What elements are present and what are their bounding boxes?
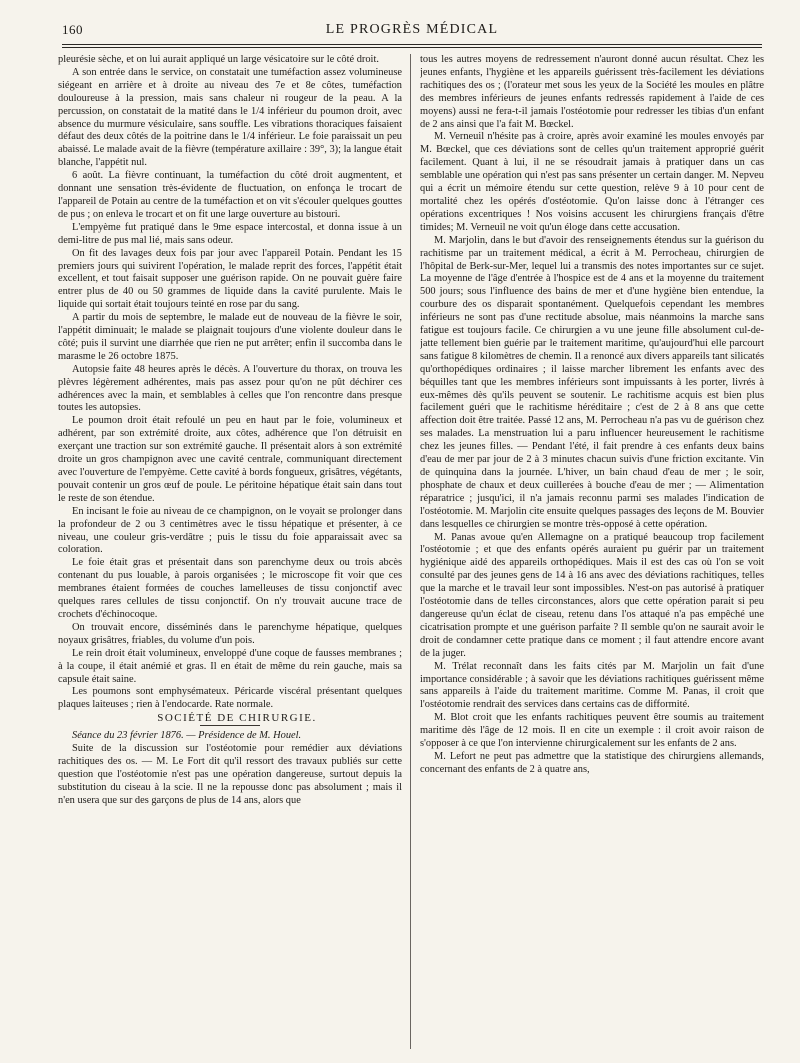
paragraph: pleurésie sèche, et on lui aurait appliqué un large vésicatoire sur le côté droit. (58, 54, 379, 65)
paragraph: Le poumon droit était refoulé un peu en haut par le foie, volumineux et adhérent, par son extrémité droite, aux côtes, adhérence que l'on détruisit en exerçant une traction sur son extrémité gauche. Il présentait alors à son extrémité droite un gros champignon avec une cavité centrale, communiquant directement avec l'ouverture de l'empyème. Cette cavité à bords fongueux, grisâtres, végétants, pouvait contenir un gros œuf de poule. Le péritoine hépatique était sain dans tout le reste de son étendue. (58, 415, 402, 504)
journal-title: LE PROGRÈS MÉDICAL (325, 22, 499, 37)
paragraph: A son entrée dans le service, on constatait une tuméfaction assez volumineuse siégeant en arrière et à droite au niveau des 7e et 8e côtes, tuméfaction douloureuse à la pression, mais sans chaleur ni rougeur de la peau. A la percussion, on constatait de la matité dans le 1/4 inférieur du poumon droit, avec absence du murmure vésiculaire, sans souffle. Les vibrations thoraciques faisaient défaut des deux côtés de la poitrine dans le 1/4 inférieur. Le foie paraissait un peu abaissé. Le malade avait de la fièvre (température axillaire : 39°, 3); la langue était blanche, l'appétit nul. (58, 66, 402, 169)
paragraph: Le foie était gras et présentait dans son parenchyme deux ou trois abcès contenant du pus louable, à parois organisées ; le microscope fit voir que ces membranes étaient formées de couches lamelleuses de tissu conjonctif avec quelques rares cellules de tissu conjonctif. On n'y trouvait aucune trace de crochets d'échinocoque. (58, 557, 402, 620)
paragraph: On trouvait encore, disséminés dans le parenchyme hépatique, quelques noyaux grisâtres, friables, du volume d'un pois. (58, 621, 402, 646)
paragraph: Autopsie faite 48 heures après le décès. A l'ouverture du thorax, on trouva les plèvres légèrement adhérentes, mais pas assez pour qu'on ne pût déchirer ces adhérences avec la main, et semblables à celles que l'on rencontre dans presque toutes les autopsies. (58, 363, 402, 414)
page-number: 160 (62, 22, 83, 37)
paragraph: M. Panas avoue qu'en Allemagne on a pratiqué beaucoup trop facilement l'ostéotomie ; et que des enfants opérés auraient pu guérir par un traitement hygiénique aidé des appareils orthopédiques. Mais il est des cas où l'on se voit consulté par des jeunes gens de 14 à 16 ans avec des déviations rachitiques, telles que la marche et le travail leur sont impossibles. N'est-on pas autorisé à pratiquer l'ostéotomie dans de telles circonstances, alors que cette opération parait si peu dangereuse qu'un éclat de ciseau, retenu dans l'os attaqué n'a pas empêché une cicatrisation prompte et une guérison parfaite ? Il semble qu'on ne saurait avoir le droit de condamner cette pratique dans ce moment ; il faut attendre encore avant de la juger. (420, 531, 764, 659)
paragraph: Les poumons sont emphysémateux. Péricarde viscéral présentant quelques plaques laiteuses ; rien à l'endocarde. Rate normale. (58, 686, 402, 711)
left-column (58, 54, 402, 1054)
session-text: Suite de la discussion sur l'ostéotomie pour remédier aux déviations rachitiques des os. — M. Le Fort dit qu'il ressort des travaux publiés sur cette question que l'ostéotomie n'est pas une opération dangereuse, surtout depuis la substitution du ciseau à la scie. Il ne la repousse donc pas absolument ; mais il n'en usera que sur des garçons de plus de 14 ans, alors que (58, 743, 402, 806)
column-divider (410, 54, 411, 1049)
right-column (420, 54, 764, 1054)
paragraph: tous les autres moyens de redressement n'auront donné aucun résultat. Chez les jeunes enfants, l'hygiène et les appareils guérissent très-facilement les déviations rachitiques des os ; (l'orateur met sous les yeux de la Société les moules en plâtre des membres inférieurs de jeunes enfants redressés rapidement à l'aide de ces moyens) aussi ne fera-t-il jamais l'ostéotomie pour redresser les tibias d'un enfant de 2 ans ainsi que l'a fait M. Bœckel. (420, 54, 764, 130)
header-rule (62, 44, 762, 45)
session-line: Séance du 23 février 1876. — Présidence de M. Houel. (72, 730, 302, 742)
header-rule-thin (62, 47, 762, 48)
paragraph: L'empyème fut pratiqué dans le 9me espace intercostal, et donna issue à un demi-litre de pus mal lié, mais sans odeur. (58, 221, 402, 246)
paragraph: M. Marjolin, dans le but d'avoir des renseignements étendus sur la guérison du rachitisme par un traitement médical, a écrit à M. Perrocheau, chirurgien de l'hôpital de Berk-sur-Mer, lequel lui a transmis des notes importantes sur ce sujet. La moyenne de l'âge d'entrée à l'hospice est de 4 ans et la moyenne du traitement 500 jours; sous l'influence des bains de mer et d'une hygiène bien entendue, la courbure des os disparait spontanément. Quelquefois cependant les membres inférieurs ne sont pas d'une rectitude absolue, mais néanmoins la marche sans fatigue est toujours facile. Ce chirurgien a vu une jeune fille absolument cul-de-jatte tellement bien guérie par le traitement maritime, qu'aujourd'hui elle parcourt sans fatigue 8 kilomètres de chemin. Il a renoncé aux divers appareils tant silicatés qu'orthopédiques ordinaires ; il laisse marcher librement les enfants avec des béquilles tant que les membres inférieurs sont impuissants à les porter, livrés à eux-mêmes dès qu'ils peuvent se soutenir. Le rachitisme acquis est bien plus facilement guéri que le rachitisme héréditaire ; c'est de 2 à 8 ans que cette affection doit être traitée. Passé 12 ans, M. Perrocheau n'a pas vu de guérison chez ses malades. La menstruation lui a paru influencer heureusement le rachitisme chez les jeunes filles. — Pendant l'été, il fait prendre à ces enfants deux bains d'eau de mer par jour de 2 à 3 minutes chacun suivis d'une friction excitante. Vin de quinquina dans la journée. L'hiver, un bain chaud d'eau de mer ; le soir, phosphate de chaux et deux cuillerées à bouche d'eau de mer ; — Alimentation réparatrice ; jusqu'ici, il n'a jamais reconnu parmi ses malades l'indication de l'ostéotomie. M. Marjolin cite ensuite quelques passages des leçons de M. Bouvier dans lesquelles ce chirurgien se montre très-opposé à cette opération. (420, 234, 764, 530)
paragraph: 6 août. La fièvre continuant, la tuméfaction du côté droit augmentent, et donnant une sensation très-évidente de fluctuation, on enfonça le trocart de l'appareil de Potain au centre de la tuméfaction et on vit s'écouler quelques gouttes de pus ; on enleva le trocart et on fit une large ouverture au bistouri. (58, 170, 402, 220)
section-title: SOCIÉTÉ DE CHIRURGIE. (157, 712, 317, 725)
paragraph: Le rein droit était volumineux, enveloppé d'une coque de fausses membranes ; à la coupe, il était anémié et gras. Il en était de même du rein gauche, mais sa capsule était saine. (58, 647, 402, 685)
paragraph: M. Verneuil n'hésite pas à croire, après avoir examiné les moules envoyés par M. Bœckel, que ces déviations sont de celles qu'un traitement approprié guérit facilement. Quant à lui, il ne se résoudrait jamais à pratiquer dans un cas semblable une opération qui n'est pas sans présenter un certain danger. M. Nepveu qui a écrit un mémoire étendu sur cette question, relève 9 à 10 pour cent de mortalité chez les opérés d'ostéotomie. Qu'on laisse donc à l'étranger ces opérations excentriques ! Nos voisins accusent les chirurgiens français d'être timides; M. Verneuil ne voit qu'un éloge dans cette accusation. (420, 131, 764, 233)
paragraph: M. Blot croit que les enfants rachitiques peuvent être soumis au traitement maritime dès l'âge de 12 mois. Il en cite un exemple : il croit avoir raison de s'opposer à ce que l'on intervienne chirurgicalement sur les enfants de 2 ans. (420, 712, 764, 750)
page-header (62, 22, 762, 42)
paragraph: On fit des lavages deux fois par jour avec l'appareil Potain. Pendant les 15 premiers jours qui suivirent l'opération, le malade reprit des forces, l'appétit était excellent, et tout faisait supposer une guérison rapide. On ne pouvait guère faire entrer plus de 40 ou 50 grammes de liquide dans la cavité purulente. Mais le liquide qui sortait était toujours teinté en rose par du sang. (58, 247, 402, 311)
paragraph: M. Lefort ne peut pas admettre que la statistique des chirurgiens allemands, concernant des enfants de 2 à quatre ans, (420, 750, 764, 775)
paragraph: En incisant le foie au niveau de ce champignon, on le voyait se prolonger dans la profondeur de 2 ou 3 centimètres avec le tissu hépatique et présenter, à ce niveau, une couleur gris-verdâtre ; puis le tissu du foie apparaissait avec sa coloration. (58, 505, 402, 556)
paragraph: M. Trélat reconnaît dans les faits cités par M. Marjolin un fait d'une importance considérable ; à savoir que les déviations rachitiques guérissent même sans appareils à l'aide du traitement maritime. Comme M. Panas, il croit que l'ostéotomie rendrait des services dans certains cas de difformité. (420, 660, 764, 711)
section-rule (200, 725, 260, 726)
paragraph: A partir du mois de septembre, le malade eut de nouveau de la fièvre le soir, l'appétit diminuait; le malade se plaignait toujours d'une violente douleur dans le côté; puis il survint une diarrhée que rien ne put arrêter; enfin il succomba dans le marasme le 26 octobre 1875. (58, 312, 402, 362)
